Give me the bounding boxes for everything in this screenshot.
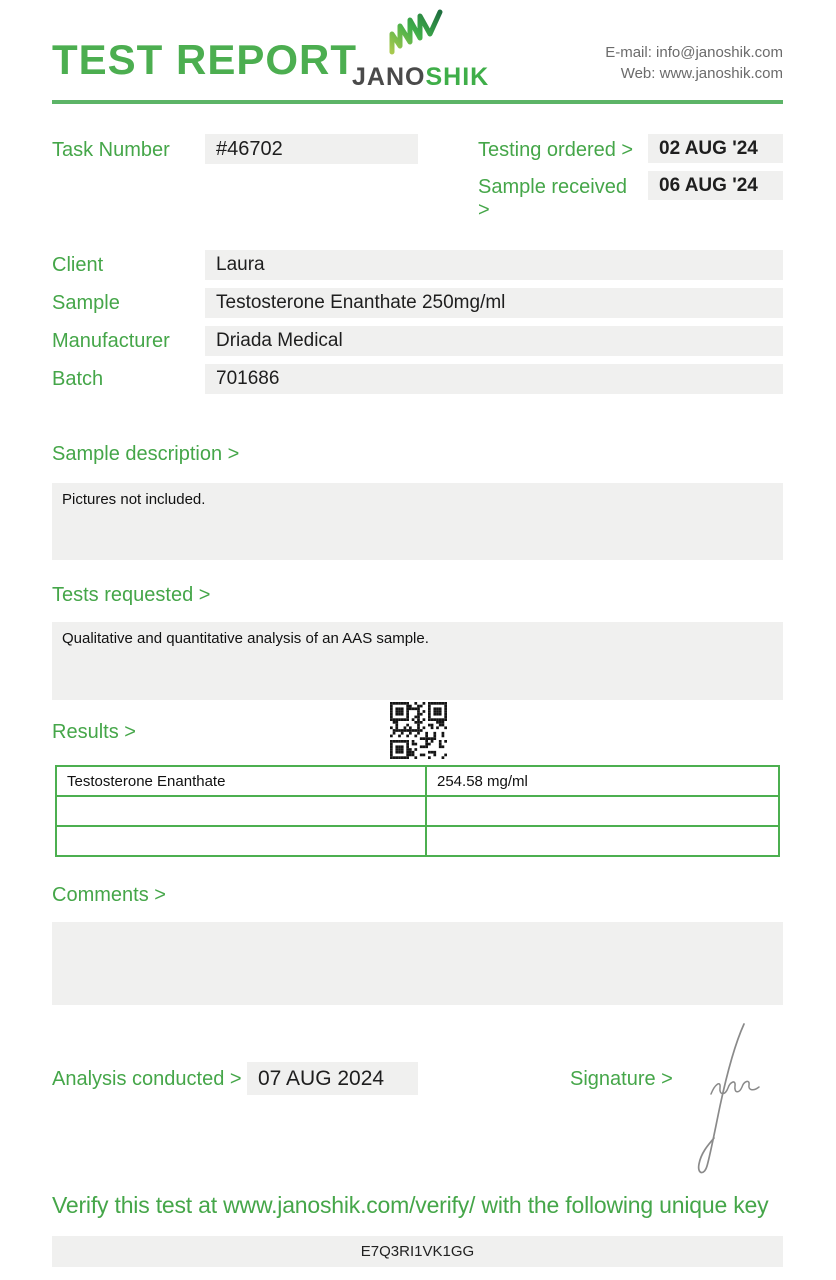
- results-heading: Results >: [52, 721, 136, 743]
- result-analyte-cell: [56, 796, 426, 826]
- analysis-conducted-value: 07 AUG 2024: [247, 1062, 418, 1095]
- verify-text: Verify this test at www.janoshik.com/verify/ with the following unique key: [52, 1192, 769, 1218]
- manufacturer-label: Manufacturer: [52, 330, 170, 352]
- result-analyte-cell: [56, 826, 426, 856]
- result-value-cell: 254.58 mg/ml: [426, 766, 779, 796]
- contact-email: E-mail: info@janoshik.com: [605, 44, 783, 61]
- sample-received-label: Sample received >: [478, 176, 627, 221]
- testing-ordered-value: 02 AUG '24: [648, 134, 783, 163]
- contact-info: [605, 42, 783, 84]
- page-title: TEST REPORT: [52, 36, 358, 83]
- contact-web: Web: www.janoshik.com: [620, 65, 783, 82]
- table-row: [56, 826, 779, 856]
- logo-text-green: SHIK: [425, 63, 490, 91]
- signature-image: [680, 1018, 765, 1188]
- sample-received-value: 06 AUG '24: [648, 171, 783, 200]
- sample-description-box: Pictures not included.: [52, 483, 783, 560]
- client-label: Client: [52, 254, 104, 276]
- result-value-cell: [426, 826, 779, 856]
- tests-requested-box: Qualitative and quantitative analysis of an AAS sample.: [52, 622, 783, 700]
- sample-label: Sample: [52, 292, 120, 314]
- company-logo: [352, 8, 490, 92]
- results-table: [55, 765, 780, 857]
- testing-ordered-label: Testing ordered >: [478, 139, 634, 161]
- client-value: Laura: [205, 250, 783, 280]
- sample-value: Testosterone Enanthate 250mg/ml: [205, 288, 783, 318]
- qr-code: [390, 702, 447, 759]
- batch-label: Batch: [52, 368, 104, 390]
- tests-requested-heading: Tests requested >: [52, 584, 211, 606]
- comments-box: [52, 922, 783, 1005]
- result-analyte-cell: Testosterone Enanthate: [56, 766, 426, 796]
- manufacturer-value: Driada Medical: [205, 326, 783, 356]
- header-divider: [52, 100, 783, 104]
- batch-value: 701686: [205, 364, 783, 394]
- unique-key-value: E7Q3RI1VK1GG: [52, 1236, 783, 1267]
- result-value-cell: [426, 796, 779, 826]
- logo-text-dark: JANO: [352, 63, 426, 91]
- table-row: [56, 796, 779, 826]
- table-row: [56, 766, 779, 796]
- growth-chart-icon: [378, 43, 458, 60]
- task-number-label: Task Number: [52, 139, 170, 161]
- analysis-conducted-label: Analysis conducted >: [52, 1068, 242, 1090]
- task-number-value: #46702: [205, 134, 418, 164]
- comments-heading: Comments >: [52, 884, 166, 906]
- sample-description-heading: Sample description >: [52, 443, 240, 465]
- signature-label: Signature >: [570, 1068, 673, 1090]
- logo-wordmark: [352, 63, 490, 92]
